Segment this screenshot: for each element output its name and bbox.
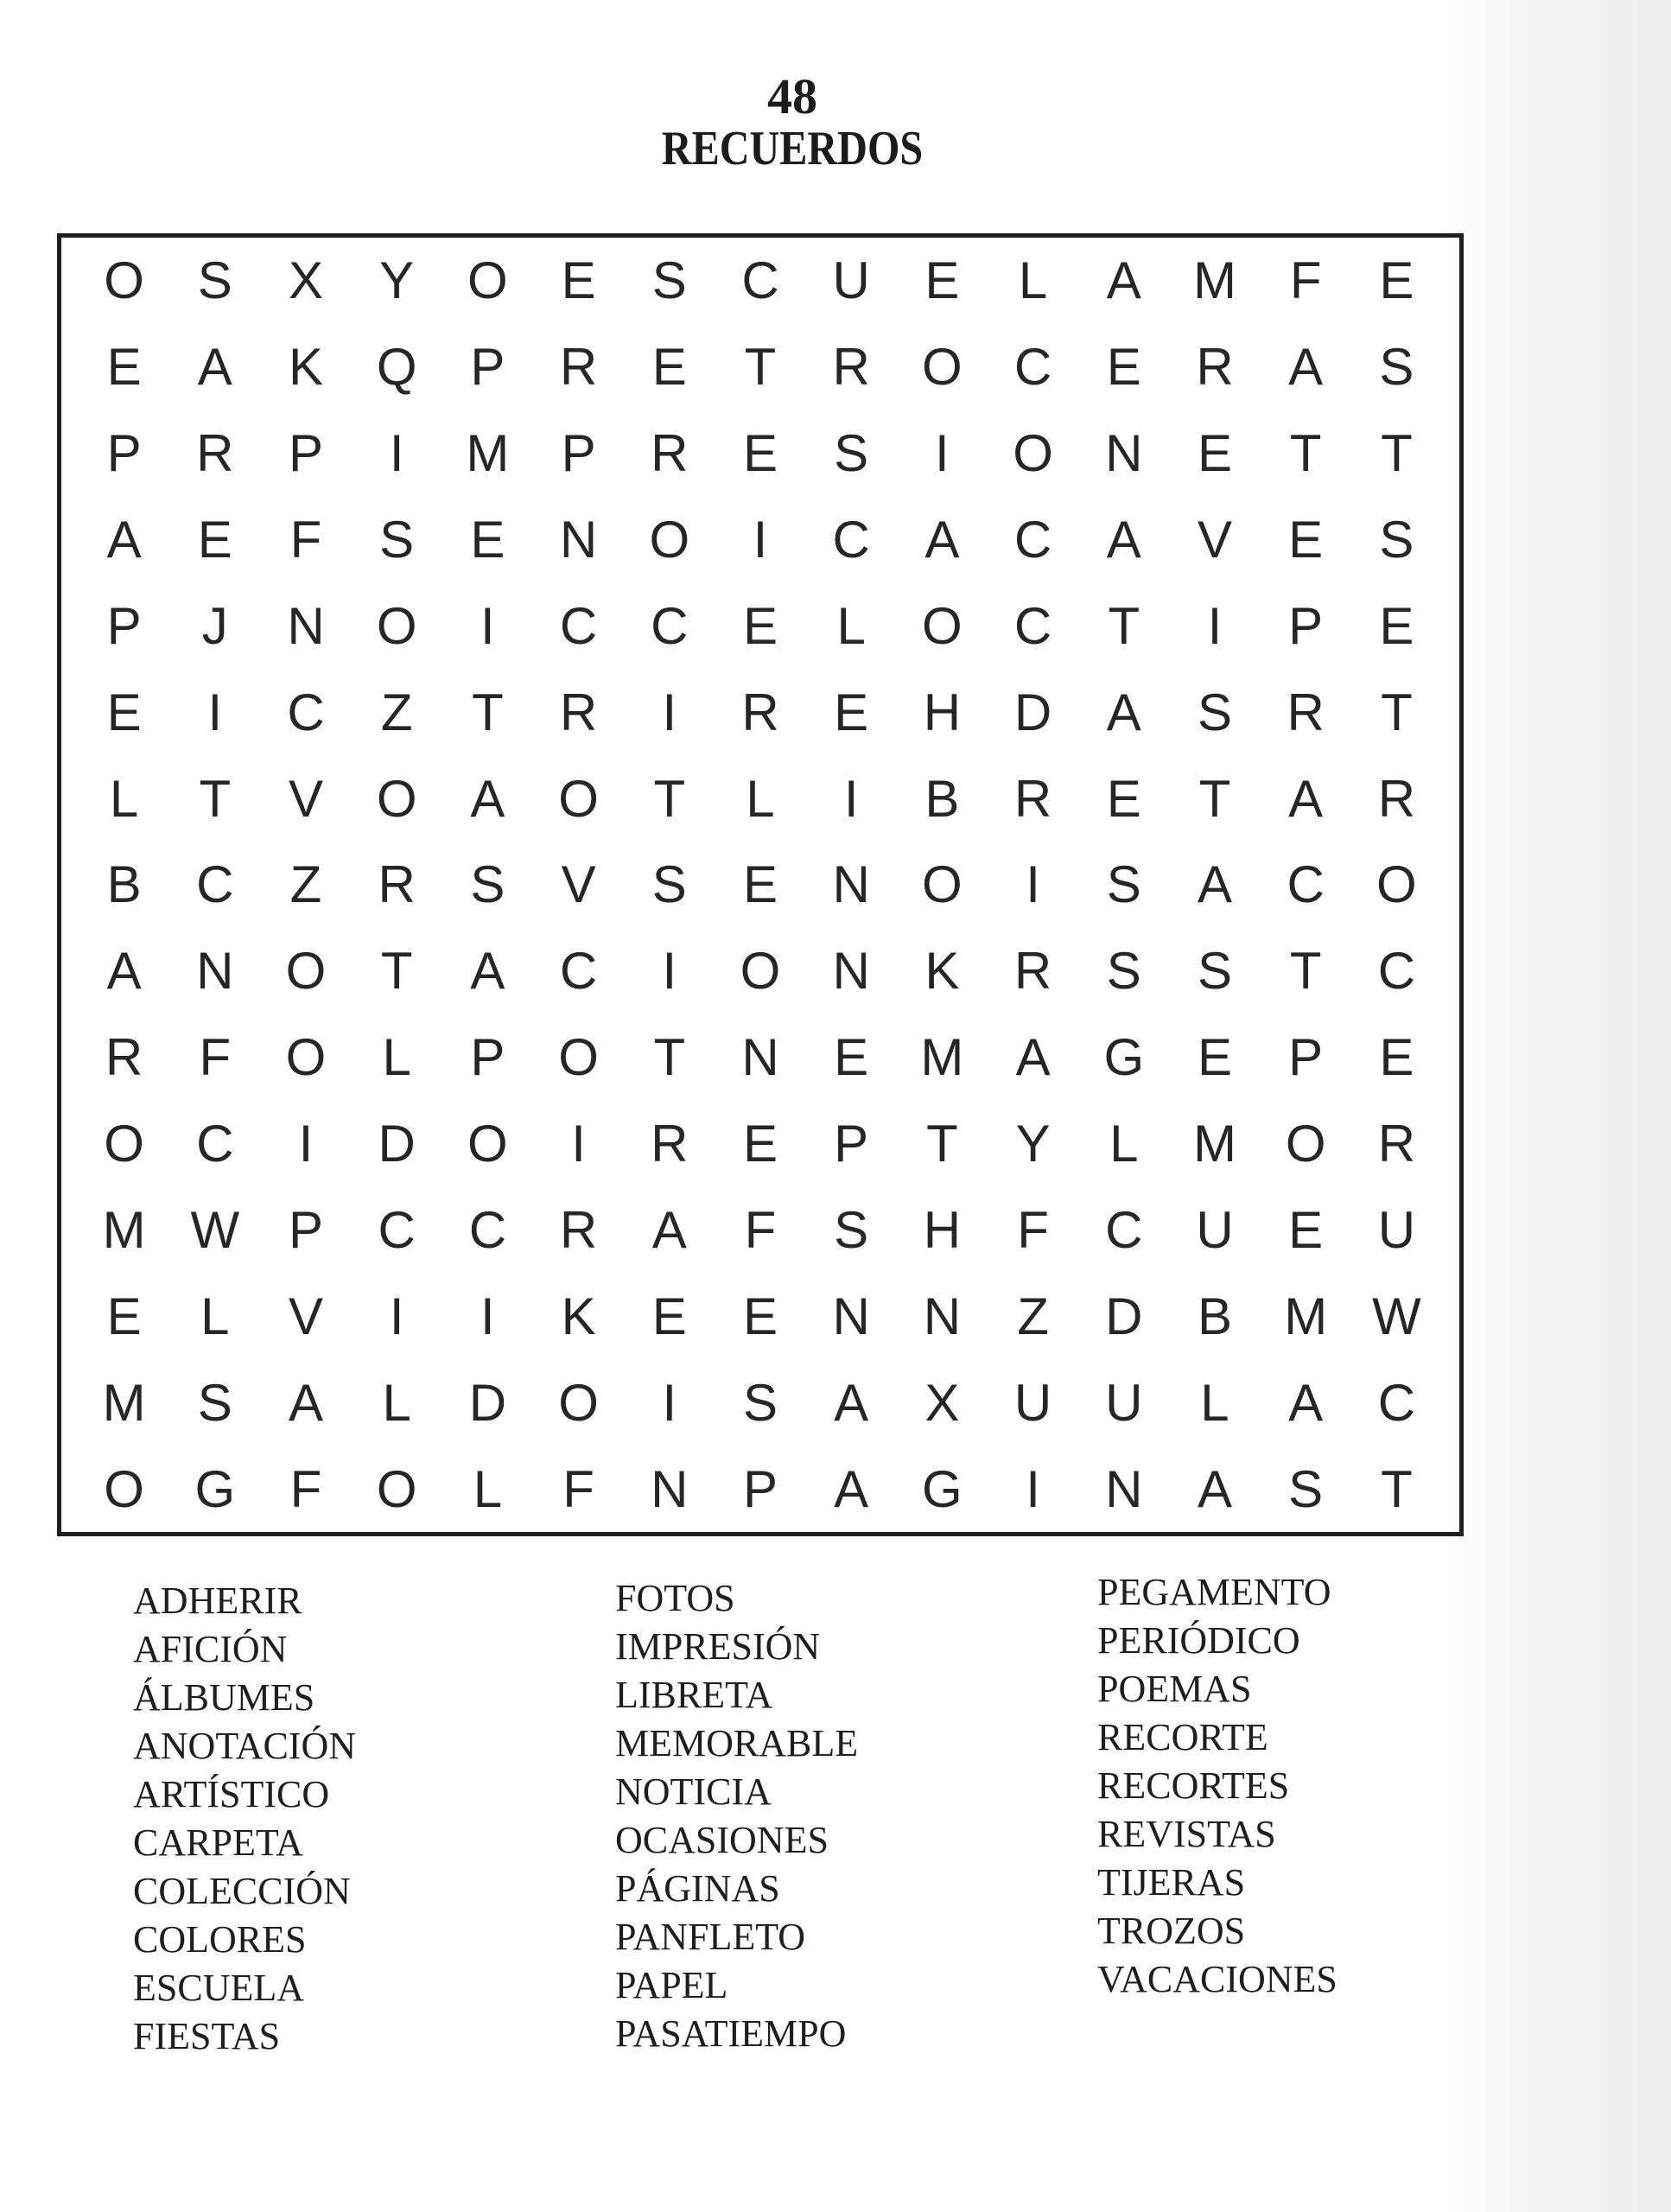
grid-letter: K: [924, 942, 960, 1001]
word-list-item: NOTICIA: [615, 1770, 772, 1813]
grid-letter: I: [662, 683, 677, 741]
grid-letter: R: [559, 338, 598, 397]
word-list-item: PERIÓDICO: [1097, 1619, 1300, 1662]
grid-letter: F: [199, 1028, 232, 1087]
grid-letter: S: [1197, 942, 1232, 1001]
grid-letter: P: [742, 1459, 778, 1518]
grid-letter: E: [470, 511, 505, 569]
word-list-item: AFICIÓN: [133, 1628, 288, 1670]
grid-letter: N: [923, 1287, 962, 1345]
grid-letter: N: [832, 942, 870, 1001]
grid-letter: R: [1377, 769, 1416, 828]
grid-letter: O: [285, 1028, 327, 1087]
grid-letter: U: [1377, 1200, 1416, 1259]
grid-letter: E: [834, 683, 869, 741]
grid-letter: C: [559, 942, 598, 1001]
grid-letter: O: [922, 338, 963, 397]
grid-letter: Z: [380, 683, 413, 741]
grid-letter: R: [559, 1200, 598, 1259]
word-list-item: PEGAMENTO: [1097, 1571, 1331, 1613]
grid-letter: L: [836, 596, 866, 655]
grid-letter: O: [104, 1115, 144, 1173]
grid-letter: L: [382, 1028, 411, 1087]
word-list-item: MEMORABLE: [615, 1722, 859, 1764]
grid-letter: D: [468, 1373, 507, 1432]
word-list-item: COLORES: [133, 1918, 307, 1961]
grid-letter: I: [1026, 855, 1040, 914]
grid-letter: C: [741, 251, 779, 310]
grid-letter: S: [197, 251, 232, 310]
grid-letter: I: [480, 596, 495, 655]
grid-letter: R: [1196, 338, 1234, 397]
grid-letter: K: [288, 338, 323, 397]
grid-letter: M: [1284, 1287, 1328, 1345]
grid-letter: S: [1106, 855, 1141, 914]
grid-letter: T: [744, 338, 777, 397]
grid-letter: T: [1108, 596, 1140, 655]
grid-letter: W: [1372, 1287, 1421, 1345]
grid-letter: C: [1013, 596, 1052, 655]
word-list-item: LIBRETA: [615, 1674, 773, 1716]
grid-letter: R: [196, 424, 234, 483]
grid-letter: E: [1288, 511, 1324, 569]
grid-letter: R: [741, 683, 779, 741]
grid-letter: C: [1013, 338, 1052, 397]
grid-letter: E: [197, 511, 232, 569]
word-list-item: PASATIEMPO: [615, 2012, 847, 2055]
grid-letter: P: [106, 424, 142, 483]
grid-letter: V: [288, 1287, 323, 1345]
word-list-item: FOTOS: [615, 1577, 735, 1619]
grid-letter: A: [1288, 769, 1324, 828]
page-number: 48: [767, 68, 817, 124]
grid-letter: A: [1106, 511, 1141, 569]
grid-letter: C: [1377, 942, 1416, 1001]
grid-letter: O: [376, 1459, 417, 1518]
grid-letter: A: [834, 1459, 869, 1518]
grid-letter: A: [470, 942, 505, 1001]
grid-letter: C: [1377, 1373, 1416, 1432]
grid-letter: E: [742, 855, 778, 914]
grid-letter: G: [194, 1459, 236, 1518]
word-list-item: RECORTES: [1097, 1764, 1290, 1807]
grid-letter: E: [1379, 251, 1414, 310]
grid-letter: S: [651, 855, 687, 914]
grid-letter: T: [653, 1028, 686, 1087]
grid-letter: B: [1197, 1287, 1232, 1345]
grid-letter: A: [834, 1373, 869, 1432]
grid-letter: O: [649, 511, 690, 569]
grid-letter: O: [104, 251, 144, 310]
word-list-item: CARPETA: [133, 1821, 303, 1864]
grid-letter: F: [1017, 1200, 1049, 1259]
grid-letter: E: [651, 1287, 687, 1345]
grid-letter: M: [466, 424, 510, 483]
grid-letter: O: [1376, 855, 1417, 914]
grid-letter: I: [753, 511, 768, 569]
grid-letter: B: [924, 769, 960, 828]
grid-letter: N: [832, 855, 870, 914]
grid-letter: V: [561, 855, 596, 914]
grid-letter: E: [742, 1287, 778, 1345]
grid-letter: S: [742, 1373, 778, 1432]
grid-letter: S: [651, 251, 687, 310]
grid-letter: I: [298, 1115, 314, 1173]
grid-letter: C: [196, 1115, 234, 1173]
grid-letter: R: [832, 338, 870, 397]
grid-letter: A: [106, 942, 142, 1001]
word-list-item: ANOTACIÓN: [133, 1725, 357, 1767]
grid-letter: U: [1013, 1373, 1052, 1432]
grid-letter: F: [289, 511, 322, 569]
grid-letter: B: [106, 855, 142, 914]
grid-letter: U: [1105, 1373, 1143, 1432]
grid-letter: O: [740, 942, 781, 1001]
grid-letter: O: [558, 1373, 599, 1432]
grid-letter: N: [832, 1287, 870, 1345]
grid-letter: E: [834, 1028, 869, 1087]
grid-letter: C: [468, 1200, 507, 1259]
word-list-item: TIJERAS: [1097, 1861, 1246, 1904]
grid-letter: K: [561, 1287, 596, 1345]
grid-letter: N: [287, 596, 325, 655]
word-list-item: RECORTE: [1097, 1716, 1268, 1758]
grid-letter: C: [559, 596, 598, 655]
grid-letter: T: [926, 1115, 958, 1173]
grid-letter: Q: [376, 338, 417, 397]
grid-letter: U: [832, 251, 870, 310]
grid-letter: N: [651, 1459, 689, 1518]
grid-letter: L: [1200, 1373, 1229, 1432]
grid-letter: S: [470, 855, 505, 914]
grid-letter: I: [1207, 596, 1223, 655]
grid-letter: T: [1381, 424, 1413, 483]
grid-letter: L: [746, 769, 775, 828]
grid-letter: O: [1285, 1115, 1326, 1173]
grid-letter: A: [470, 769, 505, 828]
grid-letter: M: [102, 1373, 146, 1432]
grid-letter: O: [285, 942, 327, 1001]
grid-letter: P: [288, 424, 323, 483]
grid-letter: A: [1106, 683, 1141, 741]
grid-letter: E: [106, 338, 142, 397]
grid-letter: O: [1013, 424, 1053, 483]
grid-letter: A: [1288, 338, 1324, 397]
grid-letter: V: [1197, 511, 1232, 569]
grid-letter: C: [651, 596, 689, 655]
grid-letter: M: [1193, 1115, 1236, 1173]
grid-letter: P: [1288, 1028, 1324, 1087]
grid-letter: A: [1197, 855, 1232, 914]
grid-letter: T: [1381, 1459, 1413, 1518]
grid-letter: P: [470, 1028, 505, 1087]
grid-letter: R: [1377, 1115, 1416, 1173]
grid-letter: I: [571, 1115, 586, 1173]
grid-letter: A: [651, 1200, 687, 1259]
grid-letter: S: [197, 1373, 232, 1432]
grid-letter: C: [1013, 511, 1052, 569]
grid-letter: O: [922, 596, 963, 655]
grid-letter: I: [662, 1373, 677, 1432]
grid-letter: X: [288, 251, 323, 310]
grid-letter: P: [1288, 596, 1324, 655]
word-list-item: TROZOS: [1097, 1910, 1246, 1952]
grid-letter: A: [1197, 1459, 1232, 1518]
grid-letter: P: [470, 338, 505, 397]
word-list-item: COLECCIÓN: [133, 1870, 351, 1912]
grid-letter: I: [389, 1287, 404, 1345]
grid-letter: D: [1013, 683, 1052, 741]
grid-letter: R: [559, 683, 598, 741]
grid-letter: R: [1013, 942, 1052, 1001]
word-list-item: FIESTAS: [133, 2015, 281, 2057]
grid-letter: S: [1379, 511, 1414, 569]
grid-letter: A: [1015, 1028, 1051, 1087]
grid-letter: L: [1018, 251, 1048, 310]
grid-letter: S: [1197, 683, 1232, 741]
grid-letter: S: [379, 511, 415, 569]
grid-letter: O: [376, 769, 417, 828]
grid-letter: D: [378, 1115, 416, 1173]
word-list-column-2: [615, 1574, 858, 2058]
grid-letter: N: [1105, 424, 1143, 483]
grid-letter: I: [935, 424, 950, 483]
grid-letter: T: [380, 942, 413, 1001]
grid-letter: C: [1287, 855, 1325, 914]
grid-letter: R: [651, 1115, 689, 1173]
grid-letter: L: [109, 769, 139, 828]
grid-letter: Z: [289, 855, 322, 914]
word-list-column-1: [133, 1577, 356, 2061]
grid-letter: F: [1289, 251, 1322, 310]
grid-letter: I: [1026, 1459, 1040, 1518]
grid-letter: R: [1287, 683, 1325, 741]
scan-shading: [1434, 0, 1671, 2212]
grid-letter: P: [834, 1115, 869, 1173]
grid-letter: Y: [379, 251, 415, 310]
grid-letter: N: [741, 1028, 779, 1087]
grid-letter: E: [1379, 1028, 1414, 1087]
grid-letter: E: [1106, 338, 1141, 397]
grid-letter: S: [1288, 1459, 1324, 1518]
grid-letter: C: [196, 855, 234, 914]
grid-letter: E: [742, 596, 778, 655]
grid-letter: P: [106, 596, 142, 655]
grid-letter: A: [106, 511, 142, 569]
grid-letter: E: [924, 251, 960, 310]
word-list-item: PAPEL: [615, 1964, 728, 2006]
grid-letter: Z: [1017, 1287, 1049, 1345]
grid-letter: M: [102, 1200, 146, 1259]
grid-letter: L: [473, 1459, 503, 1518]
word-list-item: POEMAS: [1097, 1668, 1252, 1710]
grid-letter: I: [389, 424, 404, 483]
puzzle-title: RECUERDOS: [661, 122, 924, 175]
grid-letter: R: [1013, 769, 1052, 828]
grid-letter: T: [1289, 942, 1322, 1001]
grid-letter: E: [742, 1115, 778, 1173]
grid-letter: U: [1196, 1200, 1234, 1259]
grid-letter: P: [288, 1200, 323, 1259]
grid-letter: E: [742, 424, 778, 483]
grid-letter: E: [651, 338, 687, 397]
grid-letter: O: [104, 1459, 144, 1518]
word-search-grid: [57, 233, 1464, 1536]
grid-letter: E: [1106, 769, 1141, 828]
grid-letter: H: [923, 1200, 962, 1259]
grid-letter: T: [472, 683, 504, 741]
grid-letter: S: [1106, 942, 1141, 1001]
grid-letter: N: [559, 511, 598, 569]
grid-letter: M: [920, 1028, 964, 1087]
grid-letter: E: [1288, 1200, 1324, 1259]
grid-letter: T: [1289, 424, 1322, 483]
grid-letter: R: [651, 424, 689, 483]
word-list-item: REVISTAS: [1097, 1813, 1276, 1855]
grid-letter: I: [480, 1287, 495, 1345]
grid-letter: T: [199, 769, 232, 828]
grid-letter: J: [201, 596, 228, 655]
grid-letter: W: [190, 1200, 240, 1259]
word-list-item: VACACIONES: [1097, 1958, 1337, 2000]
grid-letter: L: [200, 1287, 230, 1345]
word-list-item: ÁLBUMES: [133, 1676, 315, 1719]
grid-letter: O: [376, 596, 417, 655]
grid-letter: A: [1288, 1373, 1324, 1432]
grid-letter: G: [1103, 1028, 1145, 1087]
grid-letter: C: [287, 683, 325, 741]
grid-letter: X: [924, 1373, 960, 1432]
grid-letter: O: [467, 251, 508, 310]
grid-letter: E: [1197, 1028, 1232, 1087]
grid-letter: T: [1198, 769, 1231, 828]
grid-letter: P: [561, 424, 596, 483]
grid-letter: T: [1381, 683, 1413, 741]
grid-letter: E: [561, 251, 596, 310]
word-list-item: OCASIONES: [615, 1819, 829, 1861]
grid-letter: L: [1109, 1115, 1139, 1173]
word-list-item: IMPRESIÓN: [615, 1625, 821, 1668]
grid-letter: N: [1105, 1459, 1143, 1518]
grid-letter: D: [1105, 1287, 1143, 1345]
grid-letter: S: [834, 1200, 869, 1259]
grid-letter: C: [378, 1200, 416, 1259]
grid-letter: L: [382, 1373, 411, 1432]
grid-letter: N: [196, 942, 234, 1001]
grid-letter: A: [288, 1373, 323, 1432]
grid-letter: A: [197, 338, 232, 397]
grid-letter: O: [922, 855, 963, 914]
grid-letter: I: [207, 683, 223, 741]
grid-letter: Y: [1015, 1115, 1051, 1173]
grid-letter: T: [653, 769, 686, 828]
grid-letter: O: [558, 1028, 599, 1087]
word-list-item: ARTÍSTICO: [133, 1773, 330, 1815]
word-list-item: PANFLETO: [615, 1916, 806, 1958]
grid-letter: G: [922, 1459, 963, 1518]
grid-letter: S: [834, 424, 869, 483]
grid-letter: S: [1379, 338, 1414, 397]
grid-letter: H: [923, 683, 962, 741]
grid-letter: E: [106, 683, 142, 741]
grid-letter: C: [832, 511, 870, 569]
word-list-item: ADHERIR: [133, 1580, 302, 1622]
grid-letter: R: [378, 855, 416, 914]
grid-letter: I: [662, 942, 677, 1001]
grid-letter: E: [106, 1287, 142, 1345]
grid-letter: A: [924, 511, 960, 569]
grid-letter: M: [1193, 251, 1236, 310]
grid-letter: O: [558, 769, 599, 828]
grid-letter: F: [289, 1459, 322, 1518]
grid-letter: O: [467, 1115, 508, 1173]
grid-letter: A: [1106, 251, 1141, 310]
word-list-item: PÁGINAS: [615, 1867, 780, 1910]
grid-letter: F: [744, 1200, 777, 1259]
grid-letter: F: [562, 1459, 594, 1518]
grid-letter: V: [288, 769, 323, 828]
grid-letter: R: [105, 1028, 143, 1087]
word-list-column-3: [1097, 1568, 1337, 2004]
grid-letter: C: [1105, 1200, 1143, 1259]
word-list-item: ESCUELA: [133, 1967, 304, 2009]
grid-letter: I: [843, 769, 859, 828]
grid-letter: E: [1379, 596, 1414, 655]
grid-letter: E: [1197, 424, 1232, 483]
